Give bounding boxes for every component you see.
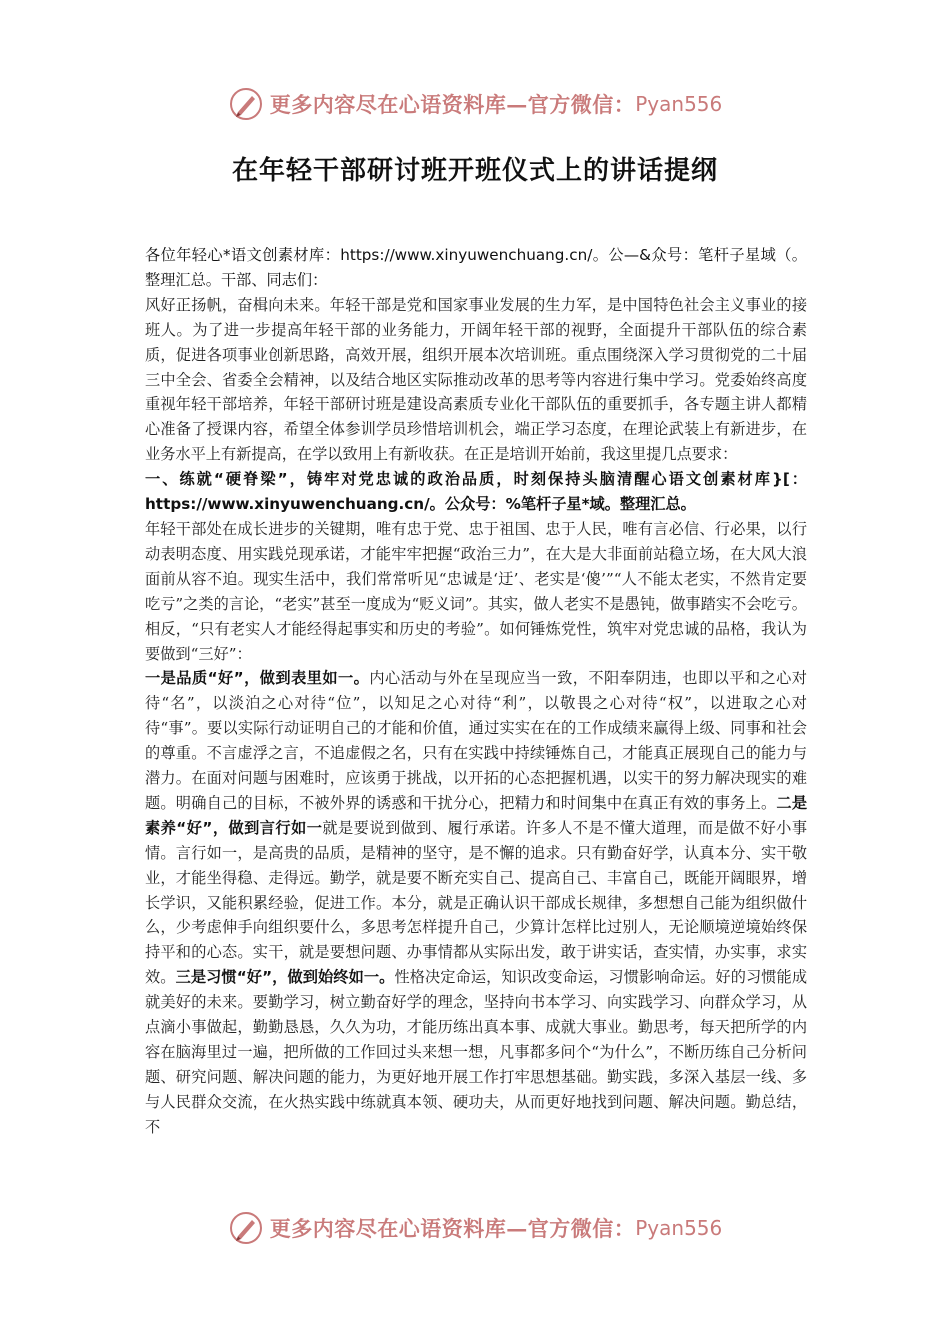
document-body (145, 243, 807, 1140)
intro-paragraph: 风好正扬帆，奋楫向未来。年轻干部是党和国家事业发展的生力军，是中国特色社会主义事业的接班人。为了进一步提高年轻干部的业务能力，开阔年轻干部的视野，全面提升干部队伍的综合素质，促进各项事业创新思路，高效开展，组织开展本次培训班。重点围绕深入学习贯彻党的二十届三中全会、省委全会精神，以及结合地区实际推动改革的思考等内容进行集中学习。党委始终高度重视年轻干部培养，年轻干部研讨班是建设高素质专业化干部队伍的重要抓手，各专题主讲人都精心准备了授课内容，希望全体参训学员珍惜培训机会，端正学习态度，在理论武装上有新进步，在业务水平上有新提高，在学以致用上有新收获。在正是培训开始前，我这里提几点要求： (145, 295, 807, 464)
footer-banner (0, 1206, 950, 1250)
point-2-text: 就是要说到做到、履行承诺。许多人不是不懂大道理，而是做不好小事情。言行如一，是高贵的品质，是精神的坚守，是不懈的追求。只有勤奋好学，认真本分、实干敬业，才能坐得稳、走得远。勤学，就是要不断充实自己、提高自己、丰富自己，既能开阔眼界，增长学识，又能积累经验，促进工作。本分，就是正确认识干部成长规律，多想想自己能为组织做什么，少考虑伸手向组织要什么，多思考怎样提升自己，少算计怎样比过别人，无论顺境逆境始终保持平和的心态。实干，就是要想问题、办事情都从实际出发，敢于讲实话，查实情，办实事，求实效。 (145, 818, 808, 987)
banner-text: 更多内容尽在心语资料库—官方微信： (269, 92, 636, 117)
footer-banner-text: 更多内容尽在心语资料库—官方微信： (269, 1216, 636, 1241)
header-banner (0, 82, 950, 126)
point-1-heading: 一是品质“好”，做到表里如一。 (145, 669, 370, 688)
point-3-heading: 三是习惯“好”，做到始终如一。 (175, 968, 395, 987)
document-title: 在年轻干部研讨班开班仪式上的讲话提纲 (231, 156, 718, 186)
footer-banner-contact: Pyan556 (635, 1216, 723, 1240)
point-1-text: 内心活动与外在呈现应当一致，不阳奉阴违，也即以平和之心对待“名”，以淡泊之心对待“位”，以知足之心对待“利”，以敬畏之心对待“权”，以进取之心对待“事”。要以实际行动证明自己的才能和价值，通过实实在在的工作成绩来赢得上级、同事和社会的尊重。不言虚浮之言，不追虚假之名，只有在实践中持续锤炼自己，才能真正展现自己的能力与潜力。在面对问题与困难时，应该勇于挑战，以开拓的心态把握机遇，以实干的努力解决现实的难题。明确自己的目标，不被外界的诱惑和干扰分心，把精力和时间集中在真正有效的事务上。 (145, 669, 807, 812)
point-3-text: 性格决定命运，知识改变命运，习惯影响命运。好的习惯能成就美好的未来。要勤学习，树立勤奋好学的理念，坚持向书本学习、向实践学习、向群众学习，从点滴小事做起，勤勤恳恳，久久为功，才能历练出真本事、成就大事业。勤思考，每天把所学的内容在脑海里过一遍，把所做的工作回过头来想一想，凡事都多问个“为什么”，不断历练自己分析问题、研究问题、解决问题的能力，为更好地开展工作打牢思想基础。勤实践，多深入基层一线、多与人民群众交流，在火热实践中练就真本领、硬功夫，从而更好地找到问题、解决问题。勤总结，不 (145, 968, 808, 1136)
pen-logo-icon (228, 1210, 264, 1246)
pen-logo-icon (228, 86, 264, 122)
point-2-heading: 二是素养“好”，做到言行如一 (145, 793, 808, 837)
banner-contact: Pyan556 (635, 92, 723, 116)
points-paragraph (145, 666, 807, 1139)
section-heading-1: 一、练就“硬脊梁”，铸牢对党忠诚的政治品质，时刻保持头脑清醒心语文创素材库}[：https://www.xinyuwenchuang.cn/。公众号：%笔杆子星*域。整理汇总。 (145, 470, 807, 514)
greeting: 各位年轻心*语文创素材库：https://www.xinyuwenchuang.cn/。公—&众号：笔杆子星域（。整理汇总。干部、同志们： (145, 246, 807, 289)
section-1-paragraph: 年轻干部处在成长进步的关键期，唯有忠于党、忠于祖国、忠于人民，唯有言必信、行必果，以行动表明态度、用实践兑现承诺，才能牢牢把握“政治三力”，在大是大非面前站稳立场，在大风大浪面前从容不迫。现实生活中，我们常常听见“忠诚是‘迂’、老实是‘傻’”“人不能太老实，不然肯定要吃亏”之类的言论，“老实”甚至一度成为“贬义词”。其实，做人老实不是愚钝，做事踏实不会吃亏。相反，“只有老实人才能经得起事实和历史的考验”。如何锤炼党性，筑牢对党忠诚的品格，我认为要做到“三好”： (145, 519, 807, 663)
